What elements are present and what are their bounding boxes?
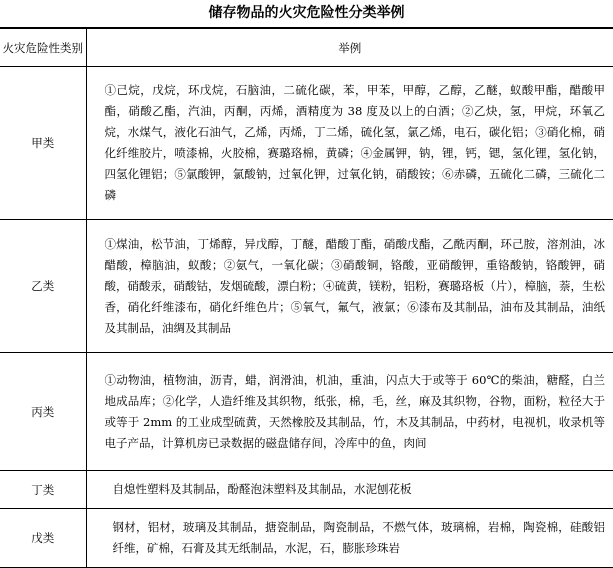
- examples-cell: ①己烷，戊烷，环戊烷，石脑油，二硫化碳，苯，甲苯，甲醇，乙醇，乙醚，蚁酸甲酯，醋酸甲酯，硝酸乙酯，汽油，丙酮，丙烯，酒精度为 38 度及以上的白酒；②乙炔，氢，甲烷，环氧乙烷，水煤气，液化石油气，乙烯，丙烯，丁二烯，硫化氢，氯乙烯，电石，碳化铝；③硝化棉，硝化纤维胶片，喷漆棉，火胶棉，赛璐珞棉，黄磷；④金属钾，钠，锂，钙，锶，氢化锂，氢化钠，四氢化锂铝；⑤氯酸钾，氯酸钠，过氧化钾，过氧化钠，硝酸铵；⑥赤磷，五硫化二磷，三硫化二磷: [86, 67, 613, 220]
- category-cell: 甲类: [0, 67, 86, 220]
- header-examples: 举例: [86, 28, 613, 67]
- examples-cell: 钢材，铝材，玻璃及其制品，搪瓷制品，陶瓷制品，不燃气体，玻璃棉，岩棉，陶瓷棉，硅酸铝纤维，矿棉，石膏及其无纸制品，水泥，石，膨胀珍珠岩: [86, 509, 613, 568]
- table-row-class-b: [0, 220, 613, 353]
- header-category: 火灾危险性类别: [0, 28, 86, 67]
- table-row-class-d: [0, 471, 613, 509]
- category-cell: 戊类: [0, 509, 86, 568]
- table-row-class-c: [0, 353, 613, 471]
- examples-cell: 自熄性塑料及其制品，酚醛泡沫塑料及其制品，水泥刨花板: [86, 471, 613, 509]
- table-row-class-e: [0, 509, 613, 568]
- examples-cell: ①煤油，松节油，丁烯醇，异戊醇，丁醚，醋酸丁酯，硝酸戊酯，乙酰丙酮，环己胺，溶剂油，冰醋酸，樟脑油，蚁酸；②氨气，一氧化碳；③硝酸铜，铬酸，亚硝酸钾，重铬酸钠，铬酸钾，硝酸，硝酸汞，硝酸钴，发烟硫酸，漂白粉；④硫黄，镁粉，铝粉，赛璐珞板（片），樟脑，萘，生松香，硝化纤维漆布，硝化纤维色片；⑤氧气，氟气，液氯；⑥漆布及其制品，油布及其制品，油纸及其制品，油绸及其制品: [86, 220, 613, 353]
- table-title: 储存物品的火灾危险性分类举例: [208, 5, 405, 21]
- examples-cell: ①动物油，植物油，沥青，蜡，润滑油，机油，重油，闪点大于或等于 60℃的柴油，糖醛，白兰地成品库；②化学，人造纤维及其织物，纸张，棉，毛，丝，麻及其织物，谷物，面粉，粒径大于或等于 2mm 的工业成型硫黄，天然橡胶及其制品，竹，木及其制品，中药材，电视机，收录机等电子产品，计算机房已录数据的磁盘储存间，冷库中的鱼，肉间: [86, 353, 613, 471]
- category-cell: 丙类: [0, 353, 86, 471]
- table-row-class-a: [0, 67, 613, 220]
- category-cell: 丁类: [0, 471, 86, 509]
- table-header-row: [0, 28, 613, 67]
- fire-hazard-classification-table: [0, 27, 613, 568]
- category-cell: 乙类: [0, 220, 86, 353]
